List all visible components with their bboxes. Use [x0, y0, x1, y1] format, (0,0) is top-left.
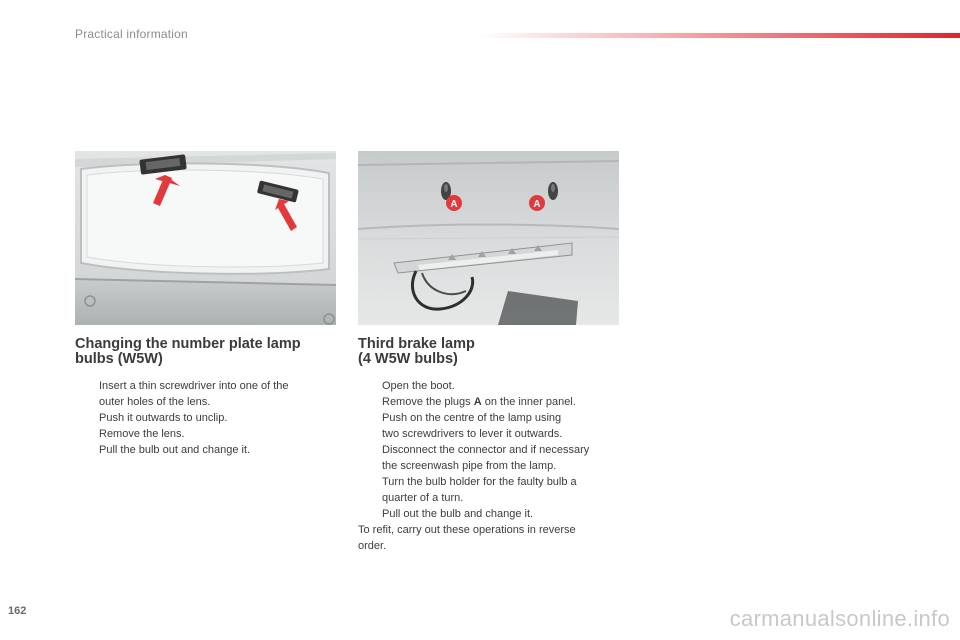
section-header: Practical information [75, 27, 188, 41]
section-title [358, 337, 628, 367]
page-number: 162 [8, 605, 27, 617]
list-item: Insert a thin screwdriver into one of the outer holes of the lens. [99, 380, 289, 408]
list-item: Remove the lens. [99, 428, 185, 440]
list-item: Pull out the bulb and change it. [382, 508, 534, 520]
steps-list [358, 378, 628, 522]
list-item: Push on the centre of the lamp using two screwdrivers to lever it outwards. [382, 412, 563, 440]
section-title-line2: (4 W5W bulbs) [358, 351, 458, 367]
number-plate-lamp-photo [75, 151, 336, 325]
list-item: Disconnect the connector and if necessary the screenwash pipe from the lamp. [382, 444, 590, 472]
list-item: Remove the plugs A on the inner panel. [382, 396, 576, 408]
plug-label-a-left: A [450, 199, 458, 210]
list-item: Push it outwards to unclip. [99, 412, 228, 424]
list-item: Pull the bulb out and change it. [99, 444, 251, 456]
section-title-line2: bulbs (W5W) [75, 351, 163, 367]
header-accent-bar [480, 33, 960, 38]
refit-note: To refit, carry out these operations in reverse order. [358, 524, 576, 552]
plug-label-a-right: A [533, 199, 541, 210]
list-item: Turn the bulb holder for the faulty bulb a quarter of a turn. [382, 476, 577, 504]
section-title [75, 337, 345, 367]
number-plate-lamp-section [75, 337, 345, 458]
third-brake-lamp-section [358, 337, 628, 554]
list-item: Open the boot. [382, 380, 455, 392]
section-title-line1: Third brake lamp [358, 336, 475, 352]
section-title-line1: Changing the number plate lamp [75, 336, 301, 352]
steps-list [75, 378, 345, 458]
third-brake-lamp-photo [358, 151, 619, 325]
watermark-link[interactable]: carmanualsonline.info [729, 606, 950, 631]
